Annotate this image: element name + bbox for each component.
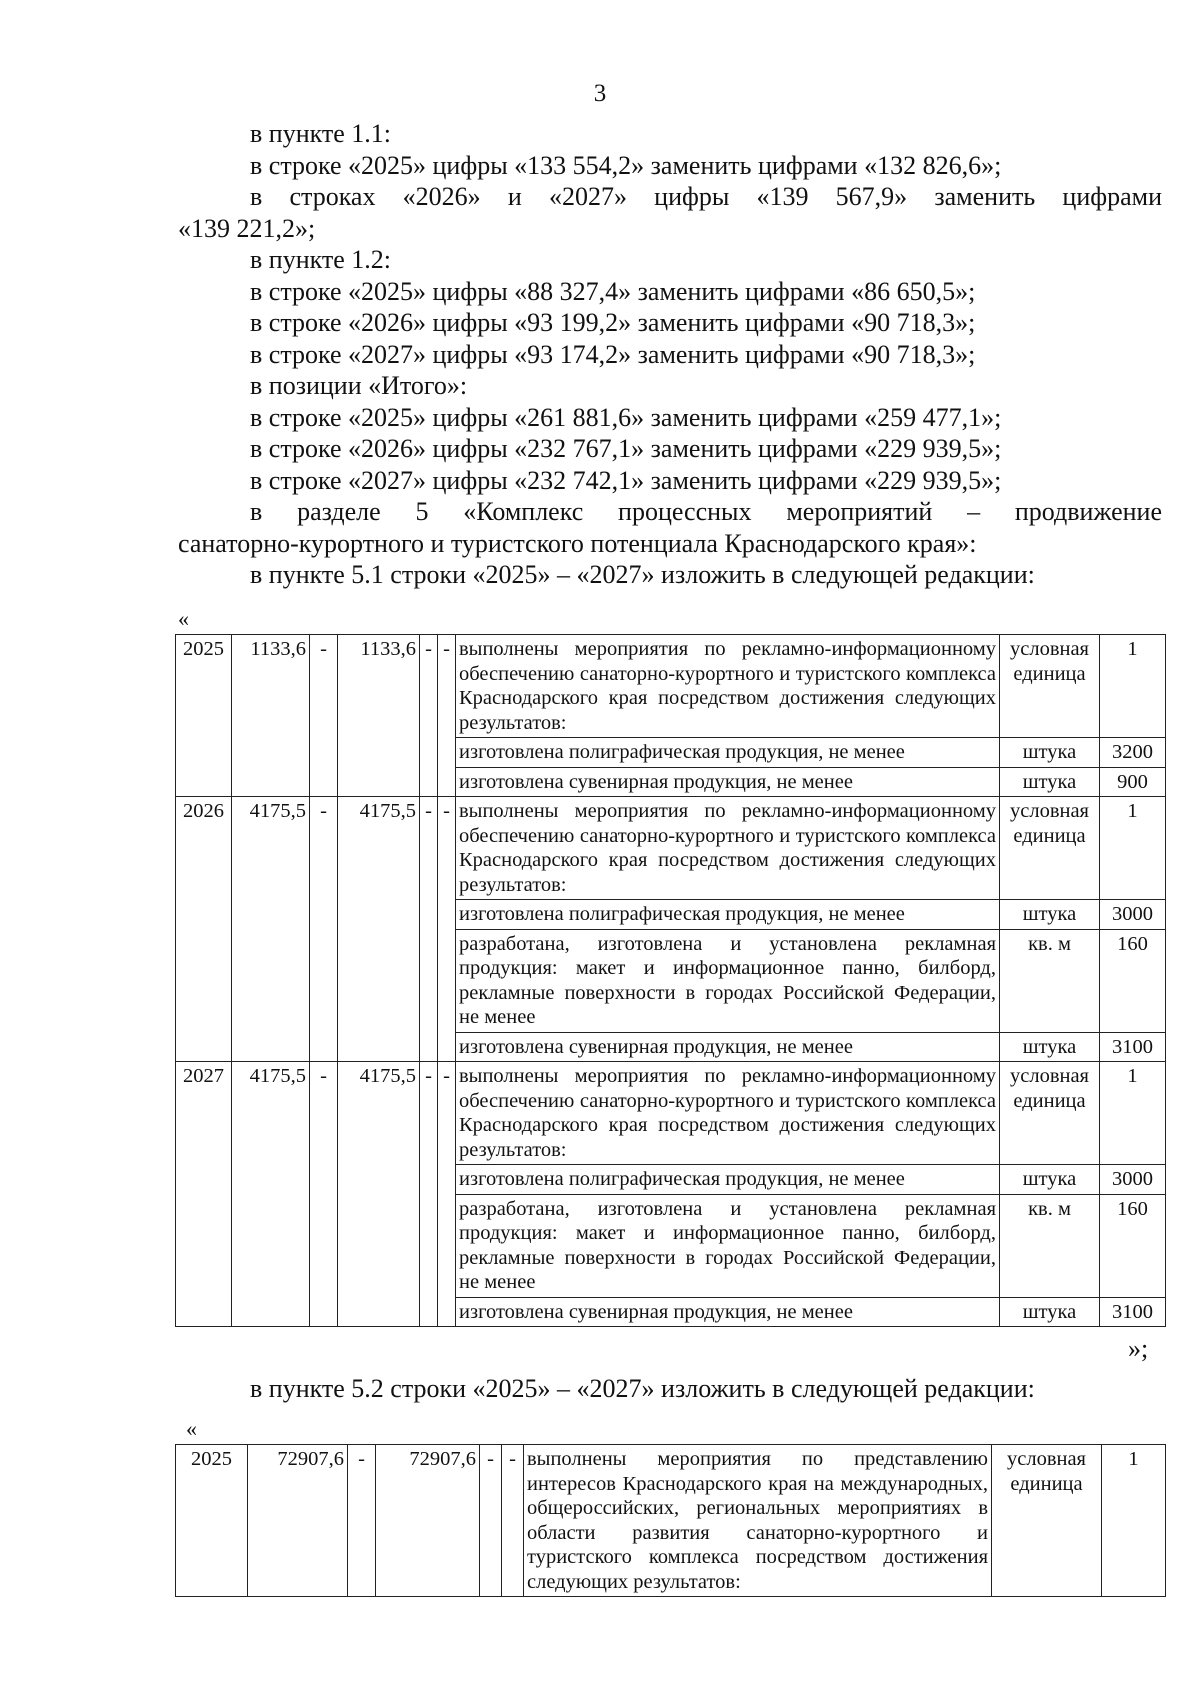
description-cell: изготовлена сувенирная продукция, не менее	[456, 767, 1000, 797]
paragraph: в пункте 1.1:	[250, 119, 392, 148]
paragraph: в строке «2025» цифры «133 554,2» заменить цифрами «132 826,6»;	[250, 150, 1002, 180]
dash-cell: -	[438, 797, 456, 1062]
unit-cell: условная единица	[992, 1445, 1102, 1597]
paragraph: в строке «2025» цифры «261 881,6» заменить цифрами «259 477,1»;	[250, 402, 1002, 432]
unit-cell: штука	[1000, 738, 1100, 768]
year-cell: 2027	[176, 1062, 232, 1327]
table-5-2	[175, 1444, 1166, 1597]
value-cell: 3000	[1100, 1165, 1166, 1195]
description-cell: выполнены мероприятия по рекламно-информационному обеспечению санаторно-курортного и туристского комплекса Краснодарского края посредством достижения следующих результатов:	[456, 797, 1000, 900]
unit-cell: штука	[1000, 1165, 1100, 1195]
dash-cell: -	[420, 635, 438, 797]
section-5-2-heading: в пункте 5.2 строки «2025» – «2027» изложить в следующей редакции:	[250, 1374, 1035, 1403]
description-cell: разработана, изготовлена и установлена рекламная продукция: макет и информационное панно, билборд, рекламные поверхности в городах Российской Федерации, не менее	[456, 1194, 1000, 1297]
unit-cell: штука	[1000, 1032, 1100, 1062]
description-cell: изготовлена полиграфическая продукция, не менее	[456, 900, 1000, 930]
paragraph: в пункте 5.1 строки «2025» – «2027» изложить в следующей редакции:	[250, 560, 1035, 589]
table-row	[176, 797, 1166, 900]
total-cell: 4175,5	[232, 797, 310, 1062]
unit-cell: штука	[1000, 900, 1100, 930]
value-cell: 1	[1100, 635, 1166, 738]
total-cell: 4175,5	[232, 1062, 310, 1327]
dash-cell: -	[420, 1062, 438, 1327]
unit-cell: условная единица	[1000, 797, 1100, 900]
description-cell: изготовлена полиграфическая продукция, не менее	[456, 1165, 1000, 1195]
table-5-1	[175, 634, 1166, 1327]
budget-cell: 72907,6	[376, 1445, 480, 1597]
unit-cell: условная единица	[1000, 635, 1100, 738]
description-cell: изготовлена полиграфическая продукция, не менее	[456, 738, 1000, 768]
value-cell: 900	[1100, 767, 1166, 797]
paragraph: санаторно-курортного и туристского потенциала Краснодарского края»:	[178, 528, 977, 558]
dash-cell: -	[438, 1062, 456, 1327]
paragraph: в пункте 1.2:	[250, 245, 392, 274]
paragraph: «139 221,2»;	[178, 213, 316, 243]
description-cell: выполнены мероприятия по рекламно-информационному обеспечению санаторно-курортного и туристского комплекса Краснодарского края посредством достижения следующих результатов:	[456, 635, 1000, 738]
budget-cell: 4175,5	[338, 1062, 420, 1327]
dash-cell: -	[348, 1445, 376, 1597]
paragraph: в разделе 5 «Комплекс процессных мероприятий – продвижение	[250, 497, 1162, 526]
value-cell: 1	[1100, 1062, 1166, 1165]
dash-cell: -	[502, 1445, 524, 1597]
unit-cell: условная единица	[1000, 1062, 1100, 1165]
value-cell: 1	[1102, 1445, 1166, 1597]
unit-cell: штука	[1000, 1297, 1100, 1327]
unit-cell: кв. м	[1000, 1194, 1100, 1297]
year-cell: 2026	[176, 797, 232, 1062]
budget-cell: 1133,6	[338, 635, 420, 797]
value-cell: 3000	[1100, 900, 1166, 930]
value-cell: 3100	[1100, 1297, 1166, 1327]
body-text	[178, 118, 1162, 591]
value-cell: 1	[1100, 797, 1166, 900]
budget-cell: 4175,5	[338, 797, 420, 1062]
value-cell: 3200	[1100, 738, 1166, 768]
year-cell: 2025	[176, 635, 232, 797]
table-row	[176, 1445, 1166, 1597]
paragraph: в строке «2026» цифры «93 199,2» заменить цифрами «90 718,3»;	[250, 308, 976, 337]
paragraph: в позиции «Итого»:	[250, 371, 468, 400]
unit-cell: штука	[1000, 767, 1100, 797]
description-cell: выполнены мероприятия по представлению интересов Краснодарского края на международных, общероссийских, региональных мероприятиях в области развития санаторно-курортного и туристского комплекса посредством достижения следующих результатов:	[524, 1445, 992, 1597]
table1-open-quote: «	[178, 606, 189, 631]
table1-close-quote: »;	[1128, 1334, 1149, 1363]
paragraph: в строке «2027» цифры «232 742,1» заменить цифрами «229 939,5»;	[250, 465, 1002, 495]
dash-cell: -	[310, 1062, 338, 1327]
dash-cell: -	[480, 1445, 502, 1597]
description-cell: выполнены мероприятия по рекламно-информационному обеспечению санаторно-курортного и туристского комплекса Краснодарского края посредством достижения следующих результатов:	[456, 1062, 1000, 1165]
description-cell: изготовлена сувенирная продукция, не менее	[456, 1297, 1000, 1327]
value-cell: 160	[1100, 929, 1166, 1032]
unit-cell: кв. м	[1000, 929, 1100, 1032]
table2-open-quote: «	[186, 1416, 197, 1441]
paragraph: в строке «2025» цифры «88 327,4» заменить цифрами «86 650,5»;	[250, 276, 976, 306]
value-cell: 3100	[1100, 1032, 1166, 1062]
description-cell: разработана, изготовлена и установлена рекламная продукция: макет и информационное панно, билборд, рекламные поверхности в городах Российской Федерации, не менее	[456, 929, 1000, 1032]
dash-cell: -	[310, 635, 338, 797]
dash-cell: -	[310, 797, 338, 1062]
dash-cell: -	[438, 635, 456, 797]
value-cell: 160	[1100, 1194, 1166, 1297]
year-cell: 2025	[176, 1445, 248, 1597]
description-cell: изготовлена сувенирная продукция, не менее	[456, 1032, 1000, 1062]
total-cell: 1133,6	[232, 635, 310, 797]
page-number: 3	[593, 80, 607, 107]
paragraph: в строках «2026» и «2027» цифры «139 567,9» заменить цифрами	[250, 182, 1162, 211]
table-row	[176, 635, 1166, 738]
total-cell: 72907,6	[248, 1445, 348, 1597]
dash-cell: -	[420, 797, 438, 1062]
table-row	[176, 1062, 1166, 1165]
paragraph: в строке «2026» цифры «232 767,1» заменить цифрами «229 939,5»;	[250, 434, 1002, 463]
paragraph: в строке «2027» цифры «93 174,2» заменить цифрами «90 718,3»;	[250, 339, 976, 369]
